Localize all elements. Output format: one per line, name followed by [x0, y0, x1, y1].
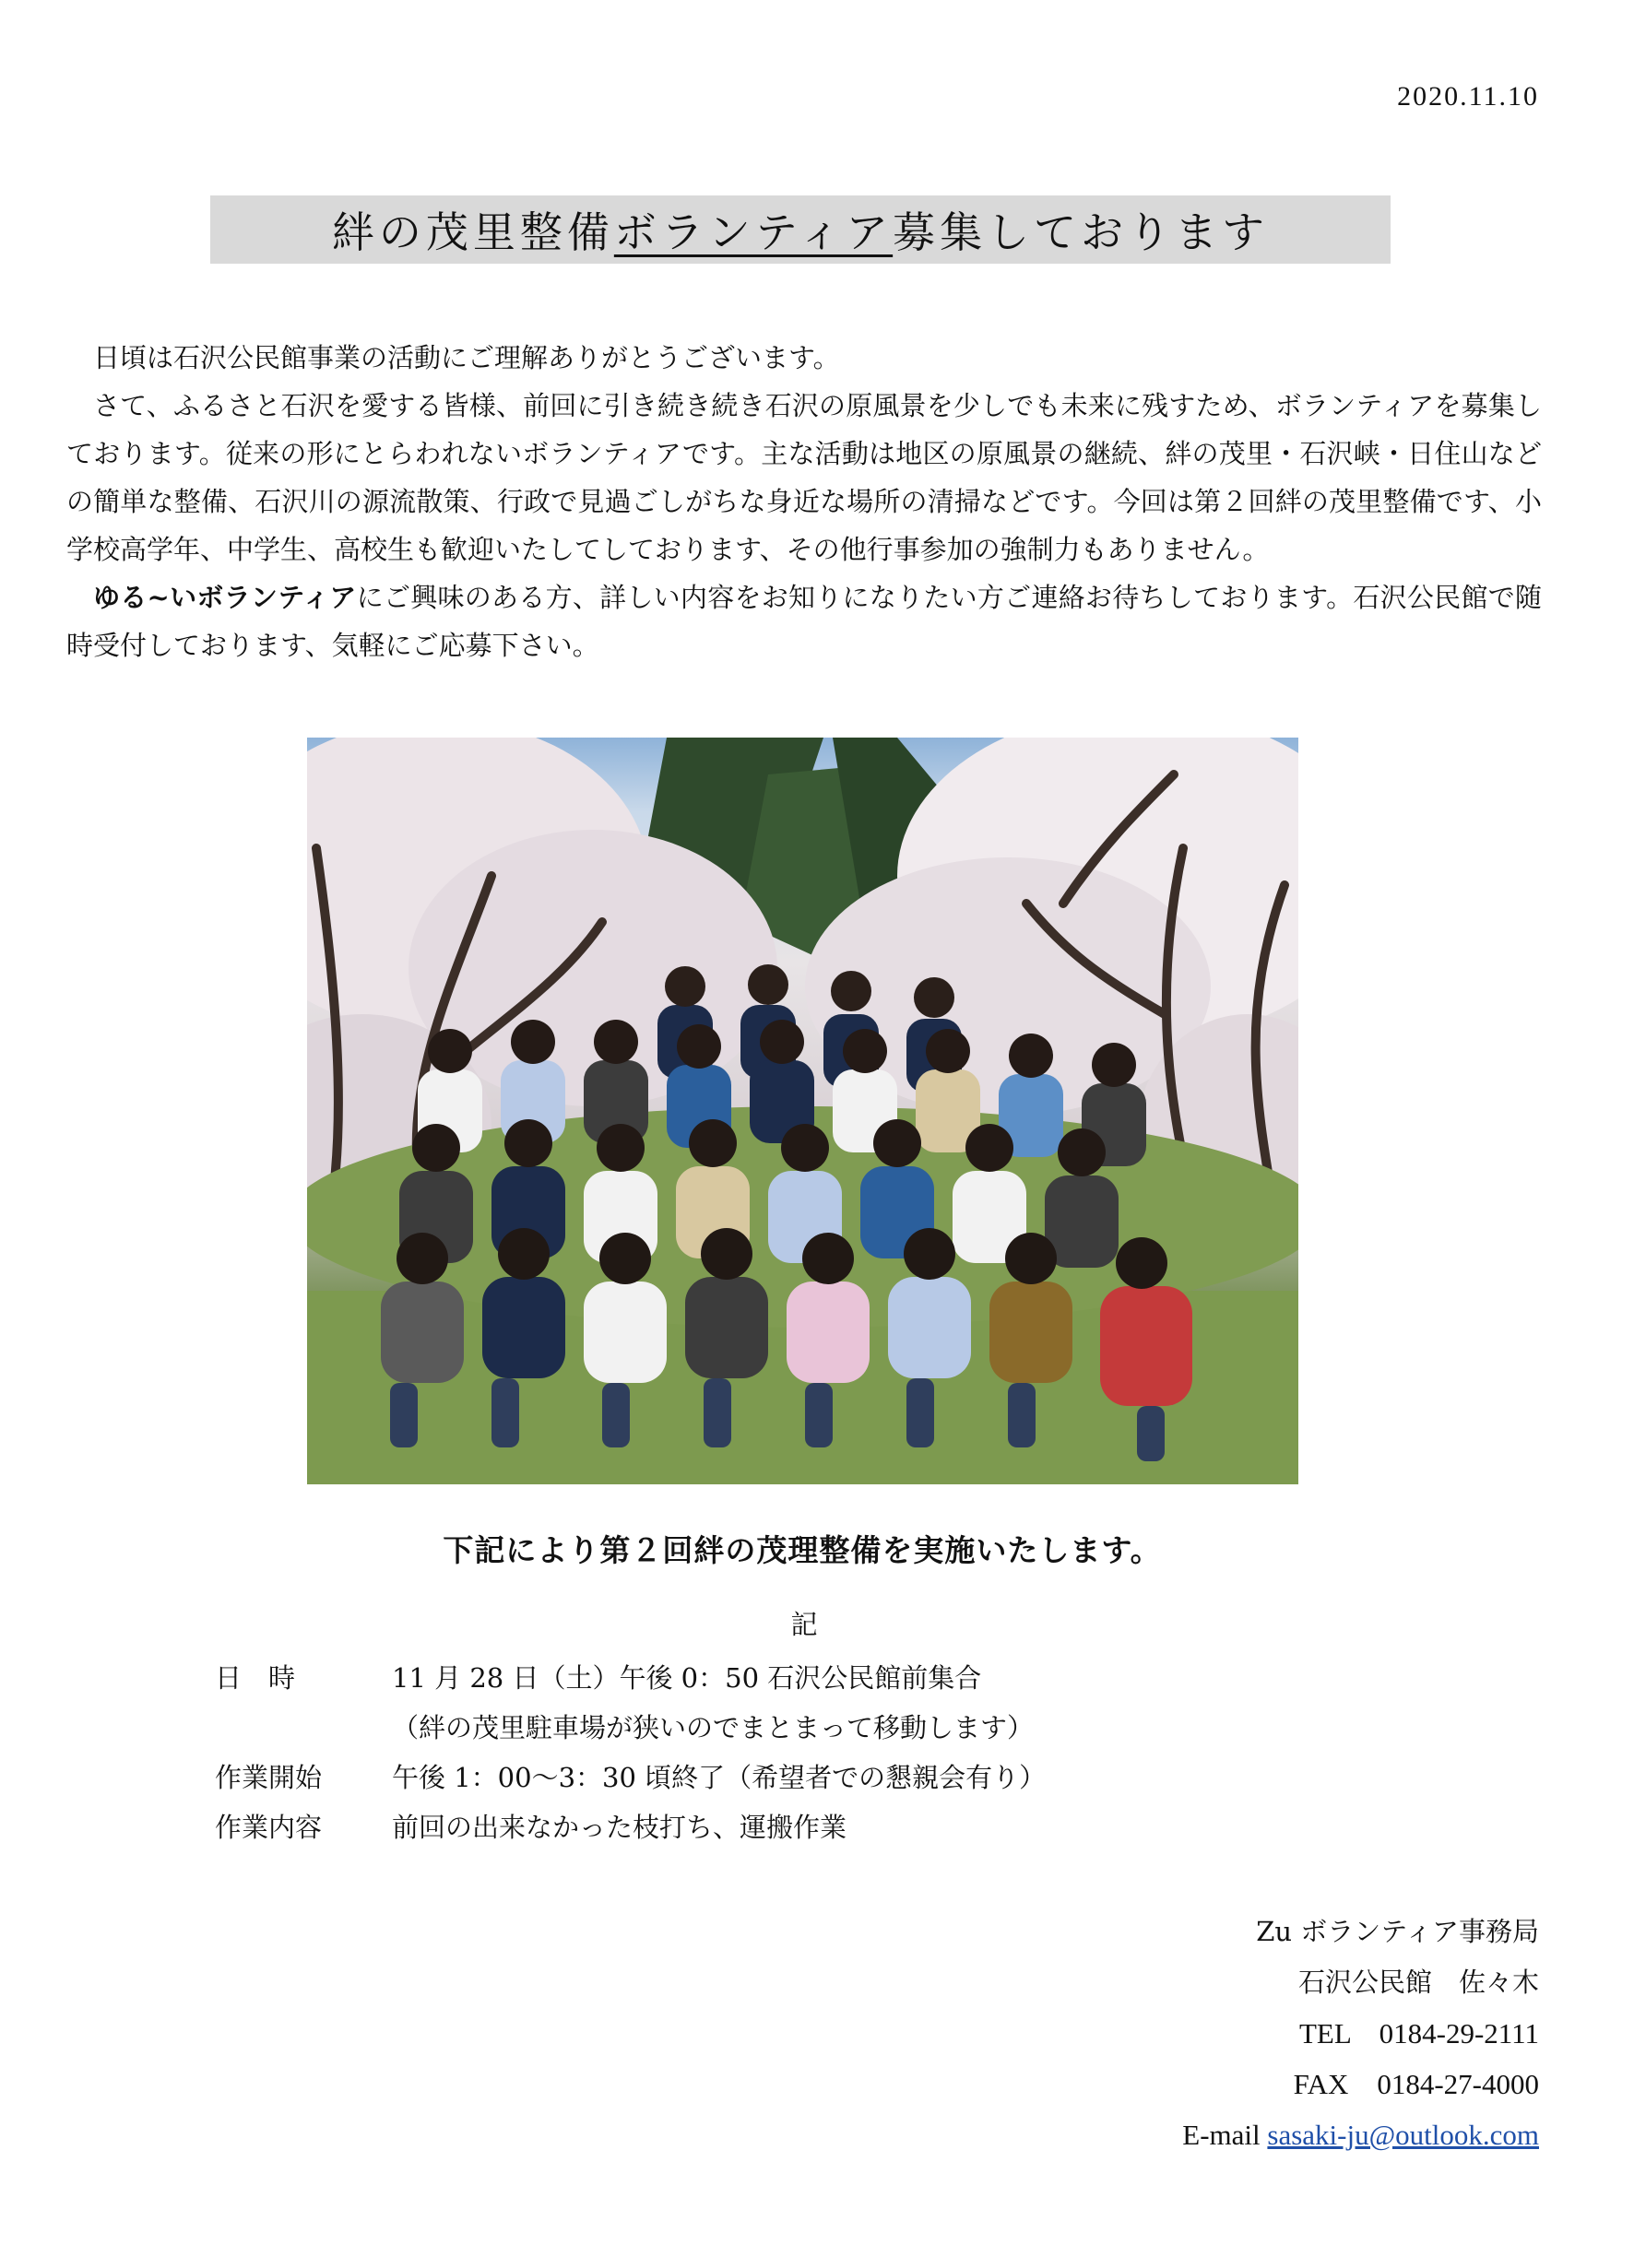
title-part-1: 絆の茂里整備 [331, 207, 614, 257]
detail-value: 前回の出来なかった枝打ち、運搬作業 [392, 1812, 847, 1843]
detail-row-datetime [215, 1653, 1046, 1703]
paragraph-contact-rest: にご興味のある方、詳しい内容をお知りになりたい方ご連絡お待ちしております。石沢公民館で随時受付しております、気軽にご応募下さい。 [66, 582, 1542, 661]
detail-value: （絆の茂里駐車場が狭いのでまとまって移動します） [392, 1712, 1035, 1743]
detail-row-work-content [215, 1802, 1046, 1852]
detail-row-note [215, 1703, 1046, 1753]
detail-row-work-start [215, 1753, 1046, 1802]
body-text [66, 334, 1542, 669]
email-link[interactable]: sasaki-ju@outlook.com [1267, 2119, 1539, 2151]
detail-label: 日 時 [215, 1662, 296, 1694]
detail-label [215, 1703, 392, 1753]
title-part-2: ボランティア [613, 207, 894, 257]
paragraph-greeting: 日頃は石沢公民館事業の活動にご理解ありがとうございます。 [93, 342, 840, 373]
paragraph-contact-invite [66, 573, 1542, 669]
document-date: 2020.11.10 [1397, 81, 1539, 112]
event-lead-text: 下記により第２回絆の茂理整備を実施いたします。 [443, 1532, 1162, 1568]
group-photo-illustration [307, 738, 1298, 1484]
contact-email-row [1182, 2109, 1539, 2161]
title-part-3: 募集しております [893, 207, 1270, 257]
bold-phrase: ゆる~いボランティア [93, 582, 357, 613]
email-label: E-mail [1182, 2119, 1268, 2151]
detail-label: 作業開始 [215, 1762, 323, 1793]
detail-value: 11 月 28 日（土）午後 0：50 石沢公民館前集合 [392, 1662, 982, 1694]
document-title [210, 195, 1391, 264]
contact-place: 石沢公民館 佐々木 [1297, 1967, 1539, 1998]
group-photo [307, 738, 1298, 1484]
detail-label: 作業内容 [215, 1812, 323, 1843]
ki-heading: 記 [790, 1609, 818, 1640]
contact-fax: FAX 0184-27-4000 [1293, 2068, 1539, 2100]
contact-block [1182, 1907, 1539, 2161]
contact-org: Zu ボランティア事務局 [1256, 1916, 1539, 1947]
paragraph-recruitment: さて、ふるさと石沢を愛する皆様、前回に引き続き続き石沢の原風景を少しでも未来に残すため、ボランティアを募集しております。従来の形にとらわれないボランティアです。主な活動は地区の原風景の継続、絆の茂里・石沢峡・日住山などの簡単な整備、石沢川の源流散策、行政で見過ごしがちな身近な場所の清掃などです。今回は第２回絆の茂里整備です、小学校高学年、中学生、高校生も歓迎いたしてしております、その他行事参加の強制力もありません。 [66, 390, 1542, 565]
contact-tel: TEL 0184-29-2111 [1298, 2017, 1539, 2049]
detail-value: 午後 1：00〜3：30 頃終了（希望者での懇親会有り） [392, 1762, 1047, 1793]
event-details [215, 1653, 1046, 1852]
